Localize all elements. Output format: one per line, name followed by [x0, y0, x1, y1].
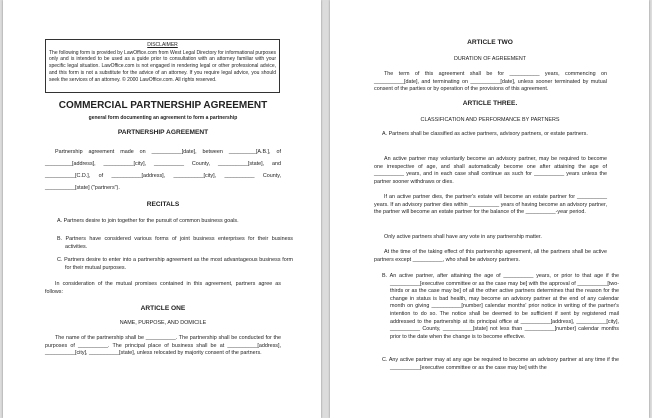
article-two-heading: ARTICLE TWO: [467, 39, 513, 46]
article-three-subheading: CLASSIFICATION AND PERFORMANCE BY PARTNERS: [420, 117, 560, 123]
partner-death-paragraph: If an active partner dies, the partner's estate will become an estate partner for __________ years. If an advisory partner dies within __________ years of having become an advisory partner, the partner will become an estate partner for the balance of the __________-year period.: [374, 194, 607, 216]
recital-b: B. Partners have considered various forms of joint business enterprises for their business activities.: [57, 236, 293, 250]
article-two-paragraph: The term of this agreement shall be for __________ years, commencing on __________[date], and terminating on __________[date], unless sooner terminated by mutual consent of the parties or by operation of the provisions of this agreement.: [374, 71, 607, 93]
voting-paragraph: Only active partners shall have any vote in any partnership matter.: [384, 234, 542, 240]
paragraph-b: B. An active partner, after attaining the age of __________ years, or prior to that age if the __________[executive committee or as the case may be] with the approval of __________[two-thirds or as the case may be] of all the other active partners determines that the reason for the change in status is bad health, may become an advisory partner at the end of any calendar month on giving __________[number] calendar months' prior notice in writing of the partner's intention to do so. The notice shall be deemed to be sufficient if sent by registered mail addressed to the partnership at its principal office at __________[address], __________[city], __________ County, __________[state] not less than __________[number] calendar months prior to the date when the change is to become effective.: [382, 273, 619, 340]
active-partner-paragraph: An active partner may voluntarily become an advisory partner, may be required to become one irrespective of age, and shall automatically become one after attaining the age of __________ years, and in each case shall continue as such for __________ years unless the partner sooner withdraws or dies.: [374, 156, 607, 185]
intro-paragraph: Partnership agreement made on __________[date], between _________[A.B.], of _________[address], __________[city], __________ County, __________[state], and __________[C.D.], of __________[address], __________[city], __________ County, __________[state] ("partners").: [45, 149, 281, 191]
document-page-1: [3, 0, 321, 418]
disclaimer-text: The following form is provided by LawOffice.com from West Legal Directory for informational purposes only and is intended to be used as a guide prior to consultation with an attorney familiar with your specific legal situation. LawOffice.com is not engaged in rendering legal or other professional advice, and this form is not a substitute for the advice of an attorney. If you require legal advice, you should seek the services of an attorney. © 2000 LawOffice.com. All rights reserved.: [49, 49, 276, 83]
recital-a: A. Partners desire to join together for the pursuit of common business goals.: [57, 218, 239, 224]
article-two-subheading: DURATION OF AGREEMENT: [453, 56, 527, 62]
disclaimer-box: [45, 39, 280, 93]
paragraph-a: A. Partners shall be classified as active partners, advisory partners, or estate partners.: [382, 131, 588, 137]
article-one-subheading: NAME, PURPOSE, AND DOMICILE: [119, 320, 207, 326]
consideration-paragraph: In consideration of the mutual promises contained in this agreement, partners agree as follows:: [45, 281, 281, 295]
paragraph-c: C. Any active partner may at any age be required to become an advisory partner at any time if the __________[executive committee or as the case may be] with the: [382, 357, 619, 371]
document-subtitle: general form documenting an agreement to form a partnership: [88, 115, 238, 121]
article-one-paragraph: The name of the partnership shall be __________. The partnership shall be conducted for the purposes of __________. The principal place of business shall be at __________[address], __________[city], __________[state], unless relocated by majority consent of the partners.: [45, 335, 281, 357]
section-heading: PARTNERSHIP AGREEMENT: [117, 129, 209, 136]
document-title: COMMERCIAL PARTNERSHIP AGREEMENT: [58, 100, 268, 111]
disclaimer-heading: DISCLAIMER: [147, 42, 178, 48]
recital-c: C. Partners desire to enter into a partnership agreement as the most advantageous business form for their mutual purposes.: [57, 257, 293, 271]
document-page-2: [330, 0, 649, 418]
recitals-heading: RECITALS: [146, 201, 180, 208]
article-three-heading: ARTICLE THREE.: [462, 100, 518, 107]
effective-time-paragraph: At the time of the taking effect of this partnership agreement, all the partners shall be active partners except __________, who shall be advisory partners.: [374, 249, 607, 263]
article-one-heading: ARTICLE ONE: [140, 305, 186, 312]
